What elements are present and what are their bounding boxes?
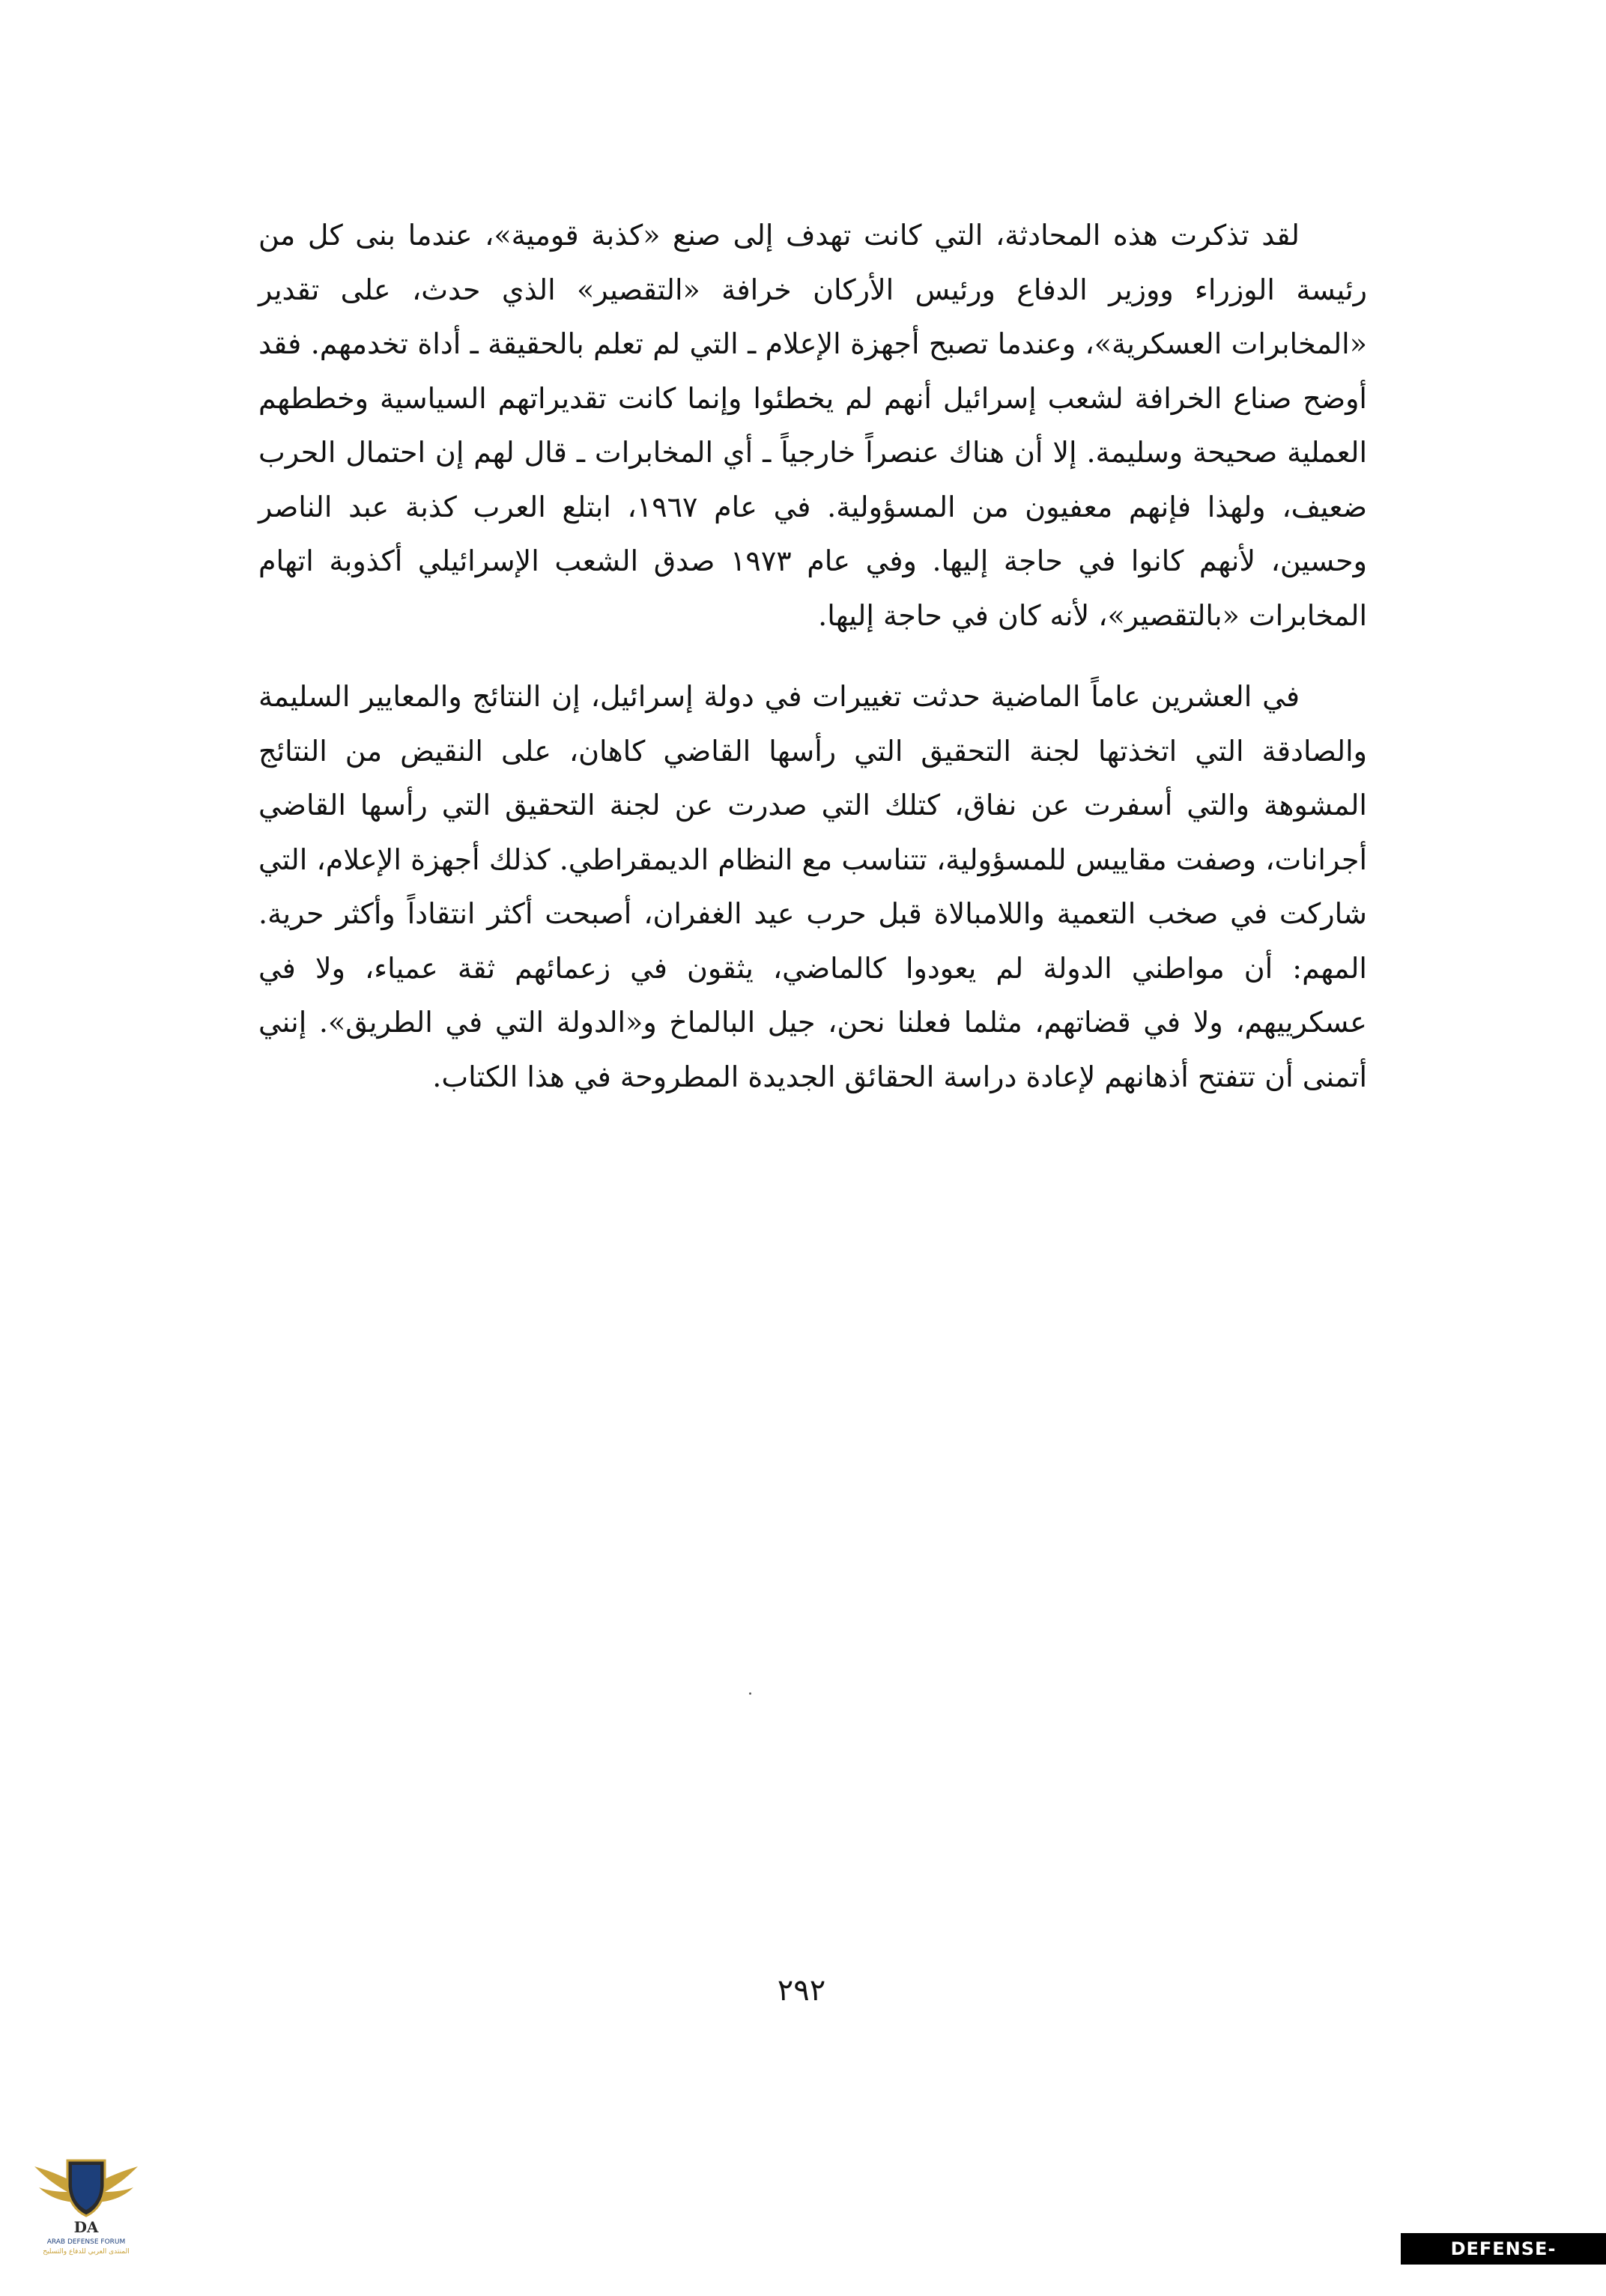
forum-logo-icon bbox=[30, 2138, 142, 2258]
logo-caption-ar: المنتدى العربي للدفاع والتسليح bbox=[43, 2248, 130, 2256]
logo-initials: DA bbox=[73, 2218, 99, 2236]
page-number: ٢٩٢ bbox=[777, 1973, 826, 2008]
forum-logo bbox=[30, 2138, 142, 2258]
site-watermark: DEFENSE-ARAB.COM bbox=[1401, 2233, 1606, 2265]
logo-caption-en: ARAB DEFENSE FORUM bbox=[46, 2238, 126, 2246]
paragraph-2: في العشرين عاماً الماضية حدثت تغييرات في دولة إسرائيل، إن النتائج والمعايير السليمة والصادقة التي اتخذتها لجنة التحقيق التي رأسها القاضي كاهان، على النقيض من النتائج المشوهة والتي أسفرت عن نفاق، كتلك التي صدرت عن لجنة التحقيق التي رأسها القاضي أجرانات، وصفت مقاييس للمسؤولية، تتناسب مع النظام الديمقراطي. كذلك أجهزة الإعلام، التي شاركت في صخب التعمية واللامبالاة قبل حرب عيد الغفران، أصبحت أكثر انتقاداً وأكثر حرية. المهم: أن مواطني الدولة لم يعودوا كالماضي، يثقون في زعمائهم ثقة عمياء، ولا في عسكرييهم، ولا في قضاتهم، مثلما فعلنا نحن، جيل البالماخ و«الدولة التي في الطريق». إنني أتمنى أن تتفتح أذهانهم لإعادة دراسة الحقائق الجديدة المطروحة في هذا الكتاب. bbox=[258, 680, 1367, 1093]
body-text bbox=[258, 208, 1367, 1104]
paragraph-1: لقد تذكرت هذه المحادثة، التي كانت تهدف إلى صنع «كذبة قومية»، عندما بنى كل من رئيسة الوزراء ووزير الدفاع ورئيس الأركان خرافة «التقصير» الذي حدث، على تقدير «المخابرات العسكرية»، وعندما تصبح أجهزة الإعلام ـ التي لم تعلم بالحقيقة ـ أداة تخدمهم. فقد أوضح صناع الخرافة لشعب إسرائيل أنهم لم يخطئوا وإنما كانت تقديراتهم السياسية وخططهم العملية صحيحة وسليمة. إلا أن هناك عنصراً خارجياً ـ أي المخابرات ـ قال لهم إن احتمال الحرب ضعيف، ولهذا فإنهم معفيون من المسؤولية. في عام ١٩٦٧، ابتلع العرب كذبة عبد الناصر وحسين، لأنهم كانوا في حاجة إليها. وفي عام ١٩٧٣ صدق الشعب الإسرائيلي أكذوبة اتهام المخابرات «بالتقصير»، لأنه كان في حاجة إليها. bbox=[258, 219, 1368, 632]
scan-speck bbox=[749, 1692, 751, 1695]
